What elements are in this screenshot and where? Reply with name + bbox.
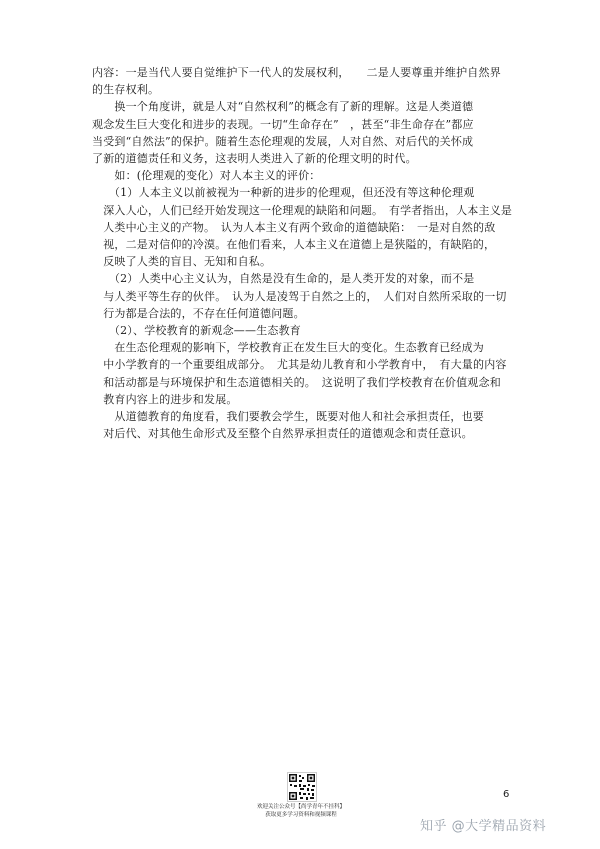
text-line: 反映了人类的盲目、无知和自私。 — [92, 255, 272, 269]
text-line: 了新的道德责任和义务，这表明人类进入了新的伦理文明的时代。 — [92, 152, 417, 166]
qr-code-icon — [287, 772, 317, 802]
text-line: 在生态伦理观的影响下，学校教育正在发生巨大的变化。生态教育已经成为 — [92, 341, 484, 355]
text-line: 观念发生巨大变化和进步的表现。一切“生命存在” ，甚至“非生命存在”都应 — [92, 117, 474, 131]
text-line: 与人类平等生存的伙伴。 认为人是凌驾于自然之上的， 人们对自然所采取的一切 — [92, 289, 507, 303]
text-line: 行为都是合法的，不存在任何道德问题。 — [92, 306, 305, 320]
footer-line-2: 获取更多学习资料和视频课程 — [265, 812, 337, 818]
page-number: 6 — [503, 789, 510, 800]
text-line: 和活动都是与环境保护和生态道德相关的。 这说明了我们学校教育在价值观念和 — [92, 375, 501, 389]
text-line: 从道德教育的角度看，我们要教会学生，既要对他人和社会承担责任，也要 — [92, 410, 484, 424]
text-line: 对后代、对其他生命形式及至整个自然界承担责任的道德观念和责任意识。 — [92, 427, 473, 441]
text-line: 换一个角度讲，就是人对“自然权利”的概念有了新的理解。这是人类道德 — [92, 100, 474, 114]
text-line: （1）人本主义以前被视为一种新的进步的伦理观，但还没有等这种伦理观 — [92, 186, 475, 200]
text-line: 教育内容上的进步和发展。 — [92, 392, 238, 406]
text-line: 中小学教育的一个重要组成部分。 尤其是幼儿教育和小学教育中， 有大量的内容 — [92, 358, 507, 372]
text-line: 人类中心主义的产物。 认为人本主义有两个致命的道德缺陷： 一是对自然的敌 — [92, 220, 496, 234]
text-line: 的生存权利。 — [92, 83, 160, 97]
text-line: 当受到“自然法”的保护。随着生态伦理观的发展，人对自然、对后代的关怀成 — [92, 134, 474, 148]
text-line: 内容：一是当代人要自觉维护下一代人的发展权利， 二是人要尊重并维护自然界 — [92, 66, 501, 79]
text-line: 视，二是对信仰的冷漠。在他们看来，人本主义在道德上是狭隘的，有缺陷的， — [92, 238, 496, 252]
body-text — [92, 64, 522, 442]
watermark: 知乎 @大学精品资料 — [420, 819, 547, 834]
footer-caption — [240, 803, 362, 819]
text-line: 如：(伦理观的变化）对人本主义的评价： — [92, 169, 321, 183]
footer-line-1: 欢迎关注公众号【尚学青年不挂科】 — [256, 804, 345, 810]
text-line: （2）、学校教育的新观念——生态教育 — [92, 324, 301, 338]
text-line: （2）人类中心主义认为，自然是没有生命的，是人类开发的对象，而不是 — [92, 272, 475, 286]
text-line: 深入人心，人们已经开始发现这一伦理观的缺陷和问题。 有学者指出，人本主义是 — [92, 203, 513, 217]
